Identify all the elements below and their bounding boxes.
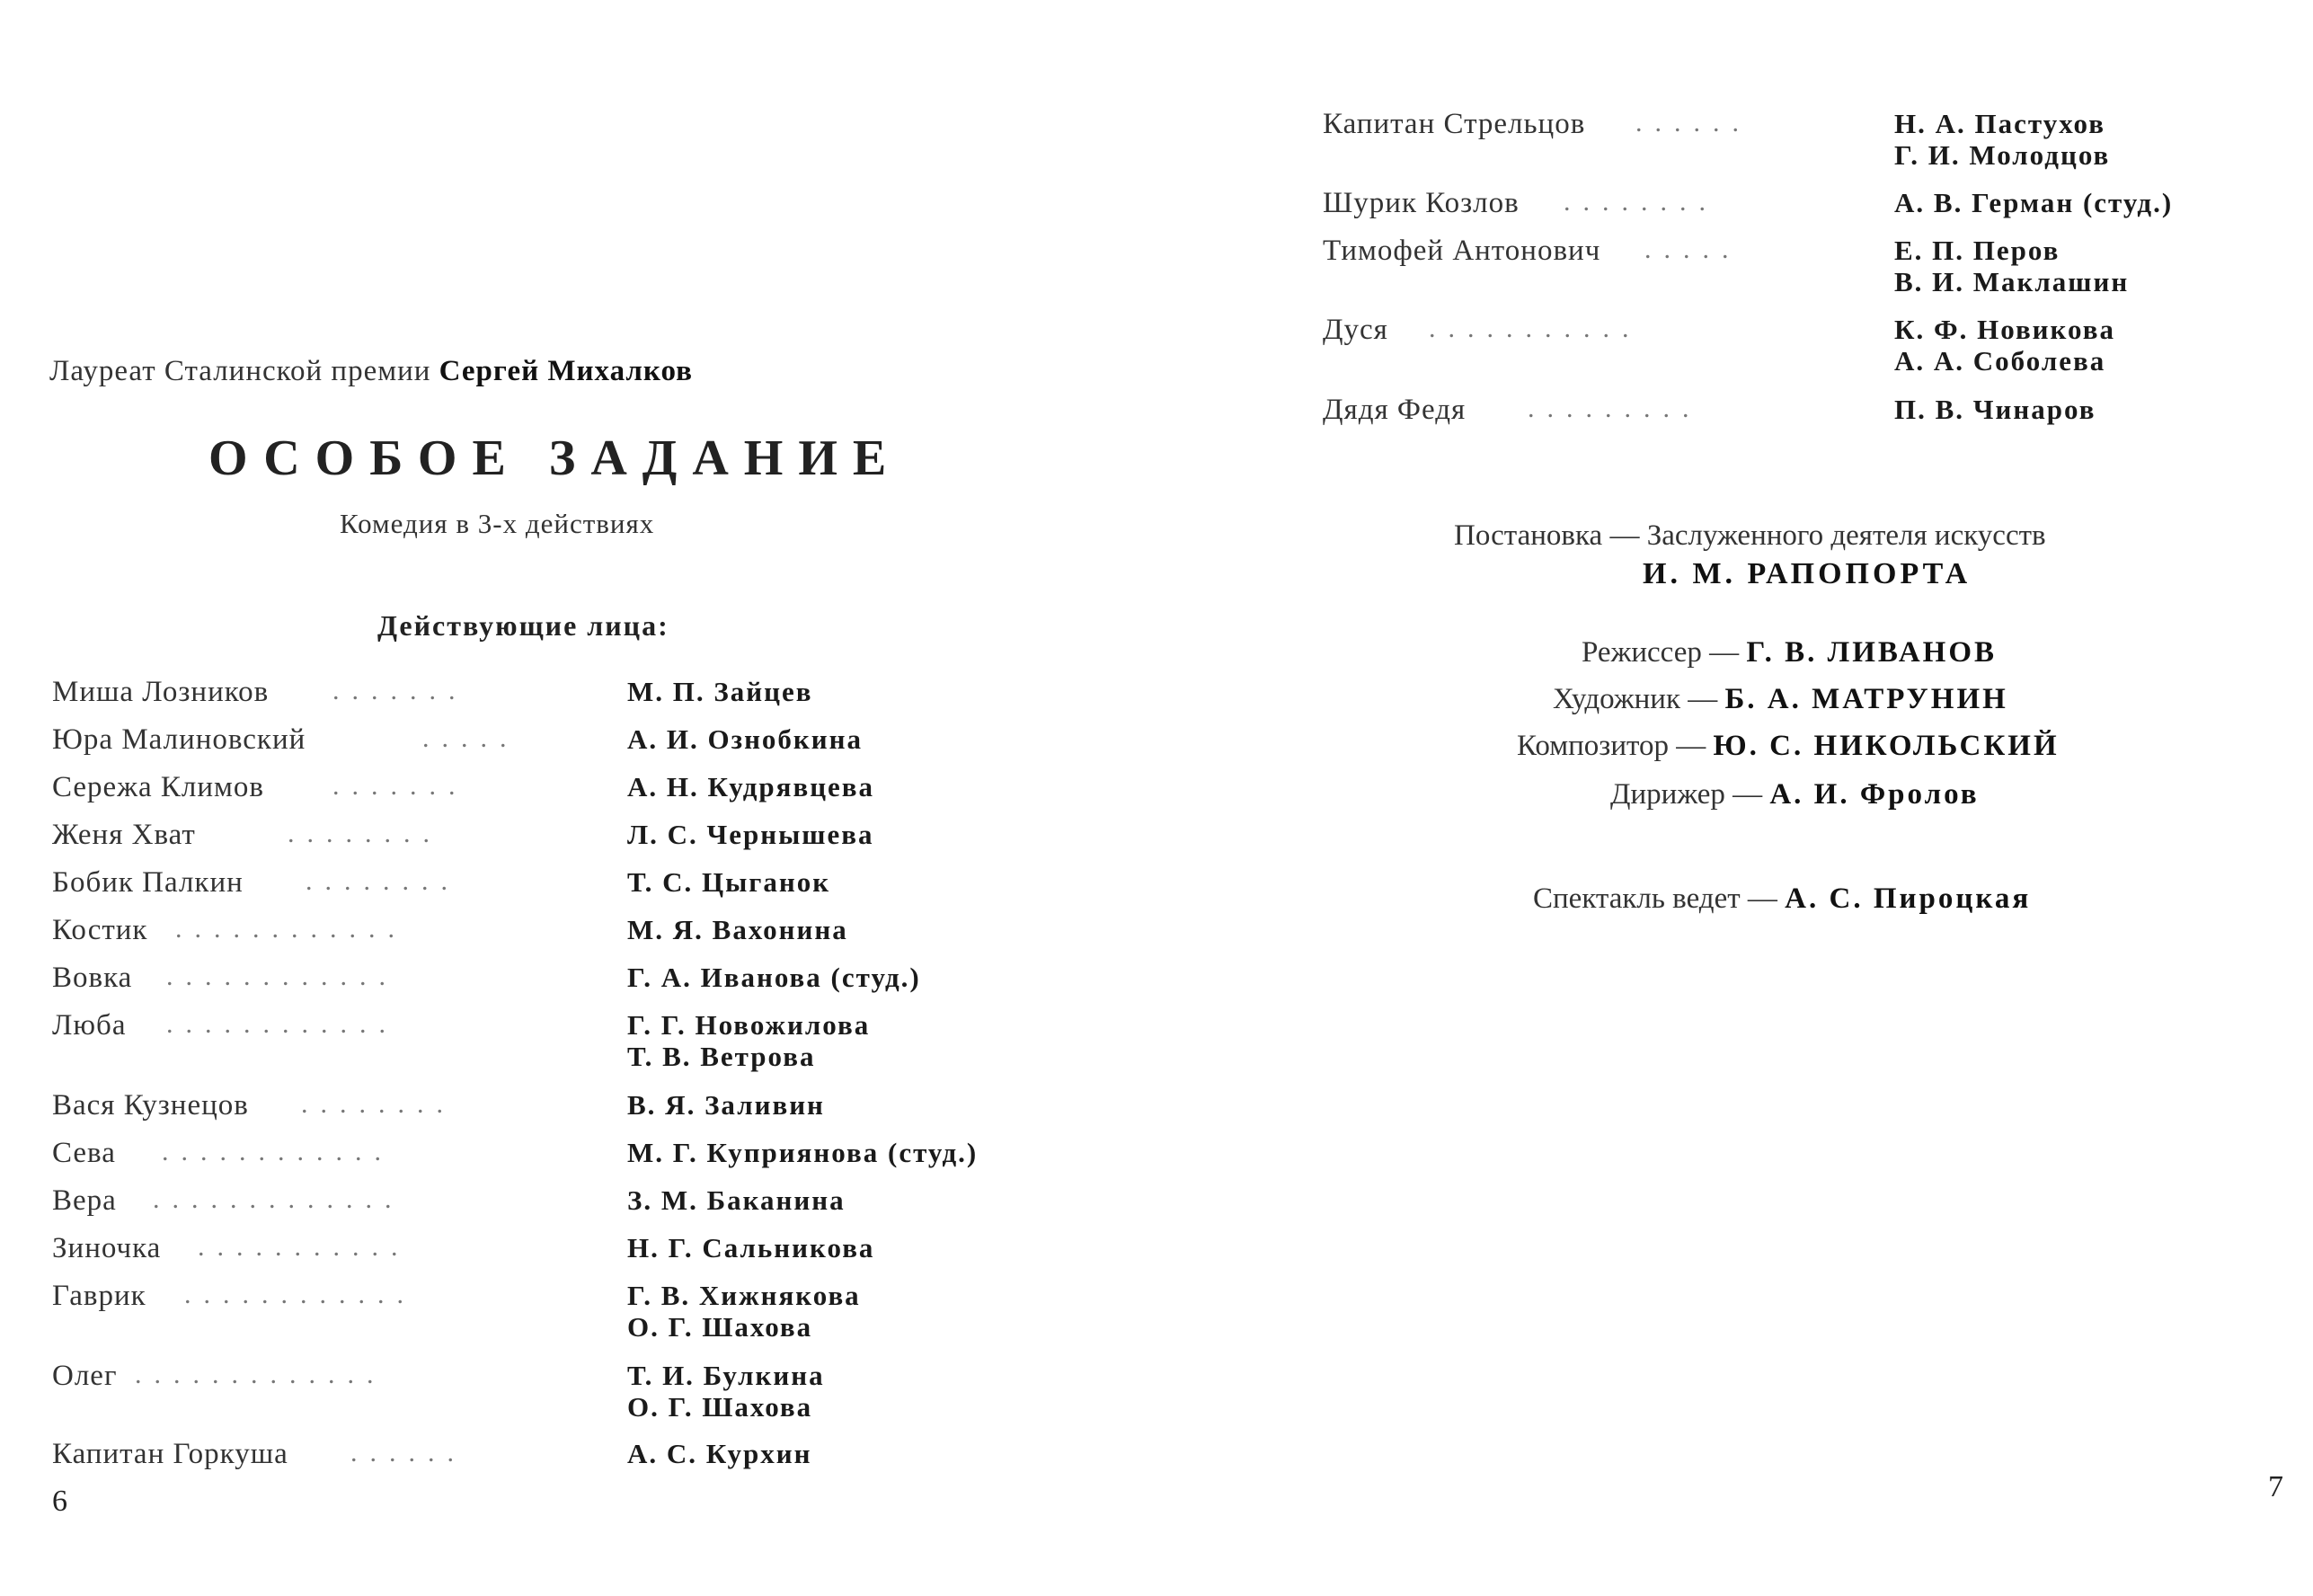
role-name: Капитан Стрельцов (1323, 108, 1586, 140)
dot-leader: ....... (332, 771, 468, 801)
role-name: Юра Малиновский (52, 723, 306, 756)
role-name: Люба (52, 1009, 127, 1042)
laureate-prefix: Лауреат Сталинской премии (49, 355, 431, 387)
role-name: Дядя Федя (1323, 394, 1467, 426)
dot-leader: ......... (1528, 394, 1702, 423)
production-name: И. М. РАПОПОРТА (1643, 557, 1972, 590)
dot-leader: ........ (1564, 187, 1718, 217)
laureate-line (49, 355, 693, 388)
dot-leader: ....... (332, 676, 468, 705)
actor-names: Т. С. Цыганок (627, 866, 831, 898)
composer-label: Композитор — (1517, 730, 1706, 762)
dot-leader: ...... (1635, 108, 1751, 137)
dot-leader: ..... (1644, 235, 1741, 264)
artist-label: Художник — (1553, 683, 1718, 715)
actor-names: К. Ф. Новикова А. А. Соболева (1894, 314, 2115, 377)
page-number-right: 7 (2268, 1470, 2283, 1503)
actor-names: Г. В. Хижнякова О. Г. Шахова (627, 1280, 861, 1343)
dot-leader: ........... (198, 1232, 411, 1262)
actor-names: Т. И. Булкина О. Г. Шахова (627, 1360, 825, 1423)
actor-names: А. И. Ознобкина (627, 723, 864, 755)
role-name: Шурик Козлов (1323, 187, 1520, 219)
conductor-label: Дирижер — (1610, 778, 1763, 811)
conductor-name: А. И. Фролов (1769, 778, 1980, 811)
dot-leader: ........... (1429, 314, 1642, 343)
actor-names: М. Г. Куприянова (студ.) (627, 1137, 979, 1168)
actor-names: Н. Г. Сальникова (627, 1232, 875, 1264)
stage-manager-line (1533, 882, 2031, 916)
author-name: Сергей Михалков (439, 355, 693, 387)
role-name: Вера (52, 1184, 117, 1217)
dot-leader: ............ (184, 1280, 416, 1309)
actor-names: В. Я. Заливин (627, 1089, 825, 1121)
role-name: Костик (52, 914, 148, 946)
role-name: Миша Лозников (52, 676, 270, 708)
composer-name: Ю. С. НИКОЛЬСКИЙ (1713, 730, 2060, 762)
role-name: Капитан Горкуша (52, 1438, 288, 1470)
actor-names: Е. П. Перов В. И. Маклашин (1894, 235, 2130, 297)
dot-leader: ............ (175, 914, 407, 944)
role-name: Зиночка (52, 1232, 162, 1264)
artist-name: Б. А. МАТРУНИН (1724, 683, 2008, 715)
role-name: Женя Хват (52, 819, 196, 851)
conductor-line (1610, 778, 1980, 811)
dot-leader: ............ (166, 962, 398, 991)
actor-names: Г. Г. Новожилова Т. В. Ветрова (627, 1009, 871, 1072)
stage-manager-label: Спектакль ведет — (1533, 882, 1777, 915)
stage-manager-name: А. С. Пироцкая (1785, 882, 2032, 915)
role-name: Сева (52, 1137, 116, 1169)
composer-line (1517, 730, 2060, 763)
dot-leader: ........ (306, 866, 460, 896)
dot-leader: ............ (166, 1009, 398, 1039)
actor-names: Г. А. Иванова (студ.) (627, 962, 921, 993)
dot-leader: ...... (350, 1438, 466, 1467)
dot-leader: ............ (162, 1137, 394, 1166)
actor-names: М. П. Зайцев (627, 676, 813, 707)
role-name: Олег (52, 1360, 118, 1392)
actor-names: А. Н. Кудрявцева (627, 771, 875, 802)
dot-leader: ........ (288, 819, 442, 848)
actor-names: А. С. Курхин (627, 1438, 812, 1469)
dot-leader: ............. (135, 1360, 386, 1389)
dot-leader: ..... (422, 723, 519, 753)
role-name: Вася Кузнецов (52, 1089, 249, 1122)
artist-line (1553, 683, 2008, 716)
director-line (1582, 636, 1997, 669)
actor-names: М. Я. Вахонина (627, 914, 848, 945)
director-name: Г. В. ЛИВАНОВ (1746, 636, 1998, 669)
play-title: ОСОБОЕ ЗАДАНИЕ (208, 430, 902, 486)
page-number-left: 6 (52, 1485, 67, 1518)
role-name: Тимофей Антонович (1323, 235, 1601, 267)
actor-names: Л. С. Чернышева (627, 819, 874, 850)
actor-names: З. М. Баканина (627, 1184, 846, 1216)
role-name: Бобик Палкин (52, 866, 244, 899)
cast-heading: Действующие лица: (377, 609, 669, 642)
director-label: Режиссер — (1582, 636, 1740, 669)
production-label: Постановка — Заслуженного деятеля искусств (1454, 519, 2046, 552)
role-name: Сережа Климов (52, 771, 265, 803)
role-name: Дуся (1323, 314, 1388, 346)
actor-names: Н. А. Пастухов Г. И. Молодцов (1894, 108, 2111, 171)
actor-names: П. В. Чинаров (1894, 394, 2096, 425)
left-page (0, 0, 1156, 1596)
actor-names: А. В. Герман (студ.) (1894, 187, 2174, 218)
play-subtitle: Комедия в 3-х действиях (340, 508, 655, 539)
role-name: Вовка (52, 962, 133, 994)
dot-leader: ............. (153, 1184, 404, 1214)
role-name: Гаврик (52, 1280, 146, 1312)
dot-leader: ........ (301, 1089, 456, 1119)
